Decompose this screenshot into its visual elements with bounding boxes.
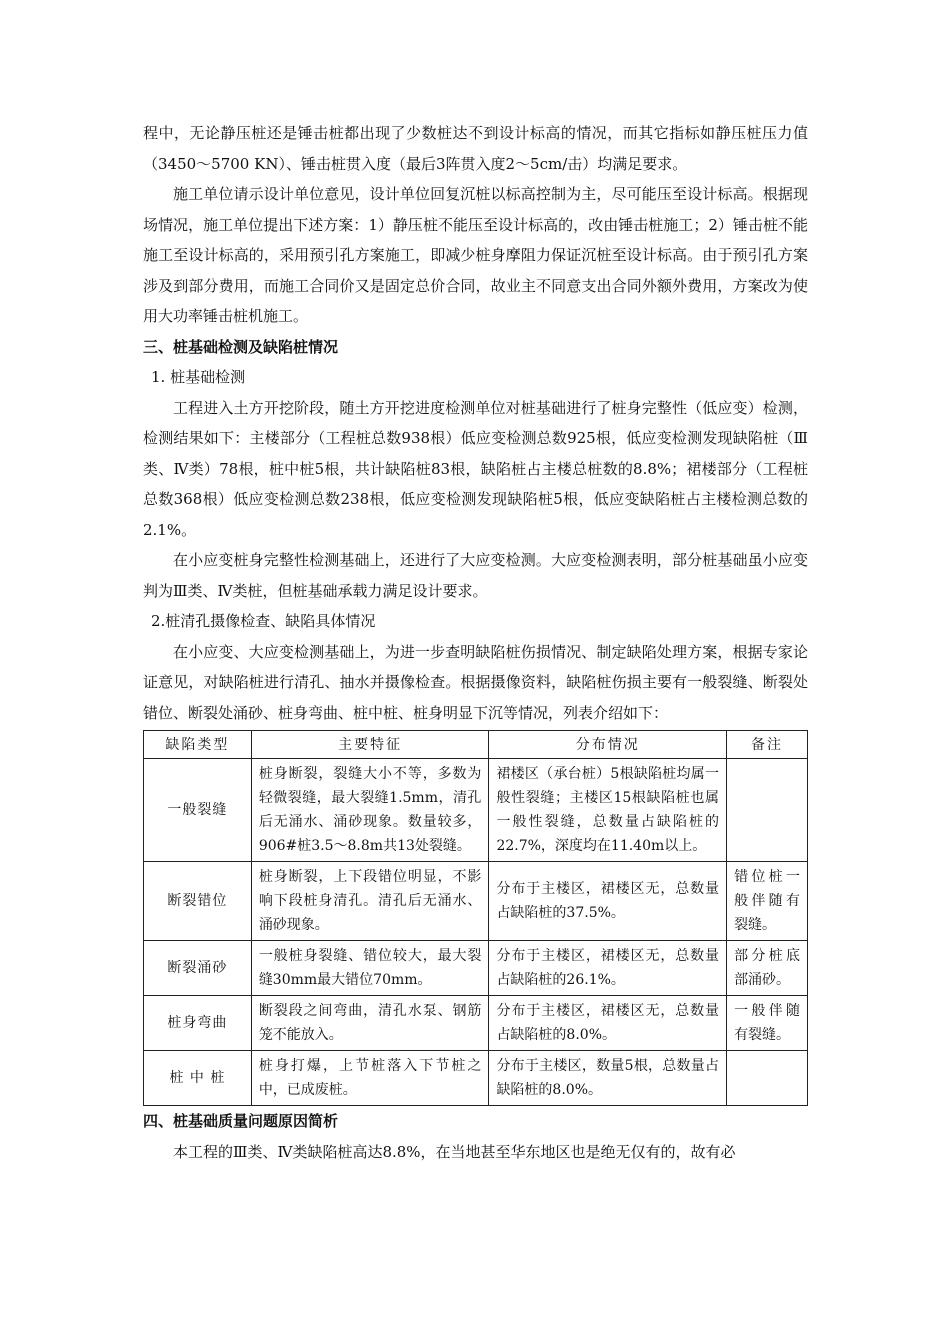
cell-type: 桩身弯曲 [144, 996, 252, 1051]
table-row [144, 862, 808, 941]
paragraph-static-pressure: 程中，无论静压桩还是锤击桩都出现了少数桩达不到设计标高的情况，而其它指标如静压桩压力值（3450～5700 KN）、锤击桩贯入度（最后3阵贯入度2～5cm/击）均满足要求。 [143, 124, 808, 173]
cell-feature: 桩身断裂，裂缝大小不等，多数为轻微裂缝，最大裂缝1.5mm，清孔后无涌水、涌砂现象。数量较多，906#桩3.5～8.8m共13处裂缝。 [251, 759, 489, 862]
cell-note: 一般伴随有裂缝。 [727, 996, 808, 1051]
header-feature: 主要特征 [251, 731, 489, 759]
header-note: 备注 [727, 731, 808, 759]
document-page [143, 118, 808, 1167]
cell-distribution: 分布于主楼区，裙楼区无，总数量占缺陷桩的8.0%。 [489, 996, 727, 1051]
cell-feature: 桩身断裂，上下段错位明显，不影响下段桩身清孔。清孔后无涌水、涌砂现象。 [251, 862, 489, 941]
cell-distribution: 裙楼区（承台桩）5根缺陷桩均属一般性裂缝；主楼区15根缺陷桩也属一般性裂缝，总数量占缺陷桩的22.7%，深度均在11.40m以上。 [489, 759, 727, 862]
subheading-2: 2.桩清孔摄像检查、缺陷具体情况 [151, 612, 376, 630]
cell-feature: 桩身打爆，上节桩落入下节桩之中，已成废桩。 [251, 1051, 489, 1106]
table-row [144, 1051, 808, 1106]
header-distribution: 分布情况 [489, 731, 727, 759]
header-type: 缺陷类型 [144, 731, 252, 759]
section-heading-4: 四、桩基础质量问题原因简析 [143, 1112, 339, 1130]
paragraph-low-strain-test: 工程进入土方开挖阶段，随土方开挖进度检测单位对桩基础进行了桩身完整性（低应变）检测，检测结果如下：主楼部分（工程桩总数938根）低应变检测总数925根，低应变检测发现缺陷桩（Ⅲ类、Ⅳ类）78根，桩中桩5根，共计缺陷桩83根，缺陷桩占主楼总桩数的8.8%；裙楼部分（工程桩总数368根）低应变检测总数238根，低应变检测发现缺陷桩5根，低应变缺陷桩占主楼检测总数的2.1%。 [143, 398, 808, 539]
cell-type: 一般裂缝 [144, 759, 252, 862]
cell-type: 断裂涌砂 [144, 941, 252, 996]
cell-note [727, 1051, 808, 1106]
cell-note: 部分桩底部涌砂。 [727, 941, 808, 996]
table-row [144, 941, 808, 996]
table-header-row [144, 731, 808, 759]
defect-table [143, 730, 808, 1106]
cell-note: 错位桩一般伴随有裂缝。 [727, 862, 808, 941]
cell-type: 桩 中 桩 [144, 1051, 252, 1106]
cell-distribution: 分布于主楼区，数量5根，总数量占缺陷桩的8.0%。 [489, 1051, 727, 1106]
subheading-1: 1. 桩基础检测 [151, 368, 246, 386]
paragraph-high-strain-test: 在小应变桩身完整性检测基础上，还进行了大应变检测。大应变检测表明，部分桩基础虽小应变判为Ⅲ类、Ⅳ类桩，但桩基础承载力满足设计要求。 [143, 551, 808, 600]
cell-feature: 断裂段之间弯曲，清孔水泵、钢筋笼不能放入。 [251, 996, 489, 1051]
paragraph-camera-inspection: 在小应变、大应变检测基础上，为进一步查明缺陷桩伤损情况、制定缺陷处理方案，根据专家论证意见，对缺陷桩进行清孔、抽水并摄像检查。根据摄像资料，缺陷桩伤损主要有一般裂缝、断裂处错位、断裂处涌砂、桩身弯曲、桩中桩、桩身明显下沉等情况，列表介绍如下： [143, 642, 808, 722]
paragraph-cause-analysis: 本工程的Ⅲ类、Ⅳ类缺陷桩高达8.8%，在当地甚至华东地区也是绝无仅有的，故有必 [173, 1142, 736, 1161]
paragraph-construction-plan: 施工单位请示设计单位意见，设计单位回复沉桩以标高控制为主，尽可能压至设计标高。根据现场情况，施工单位提出下述方案：1）静压桩不能压至设计标高的，改由锤击桩施工；2）锤击桩不能施工至设计标高的，采用预引孔方案施工，即减少桩身摩阻力保证沉桩至设计标高。由于预引孔方案涉及到部分费用，而施工合同价又是固定总价合同，故业主不同意支出合同外额外费用，方案改为使用大功率锤击桩机施工。 [143, 185, 808, 325]
cell-note [727, 759, 808, 862]
cell-distribution: 分布于主楼区，裙楼区无，总数量占缺陷桩的26.1%。 [489, 941, 727, 996]
table-row [144, 996, 808, 1051]
cell-type: 断裂错位 [144, 862, 252, 941]
cell-distribution: 分布于主楼区，裙楼区无，总数量占缺陷桩的37.5%。 [489, 862, 727, 941]
table-row [144, 759, 808, 862]
section-heading-3: 三、桩基础检测及缺陷桩情况 [143, 337, 339, 356]
cell-feature: 一般桩身裂缝、错位较大，最大裂缝30mm最大错位70mm。 [251, 941, 489, 996]
